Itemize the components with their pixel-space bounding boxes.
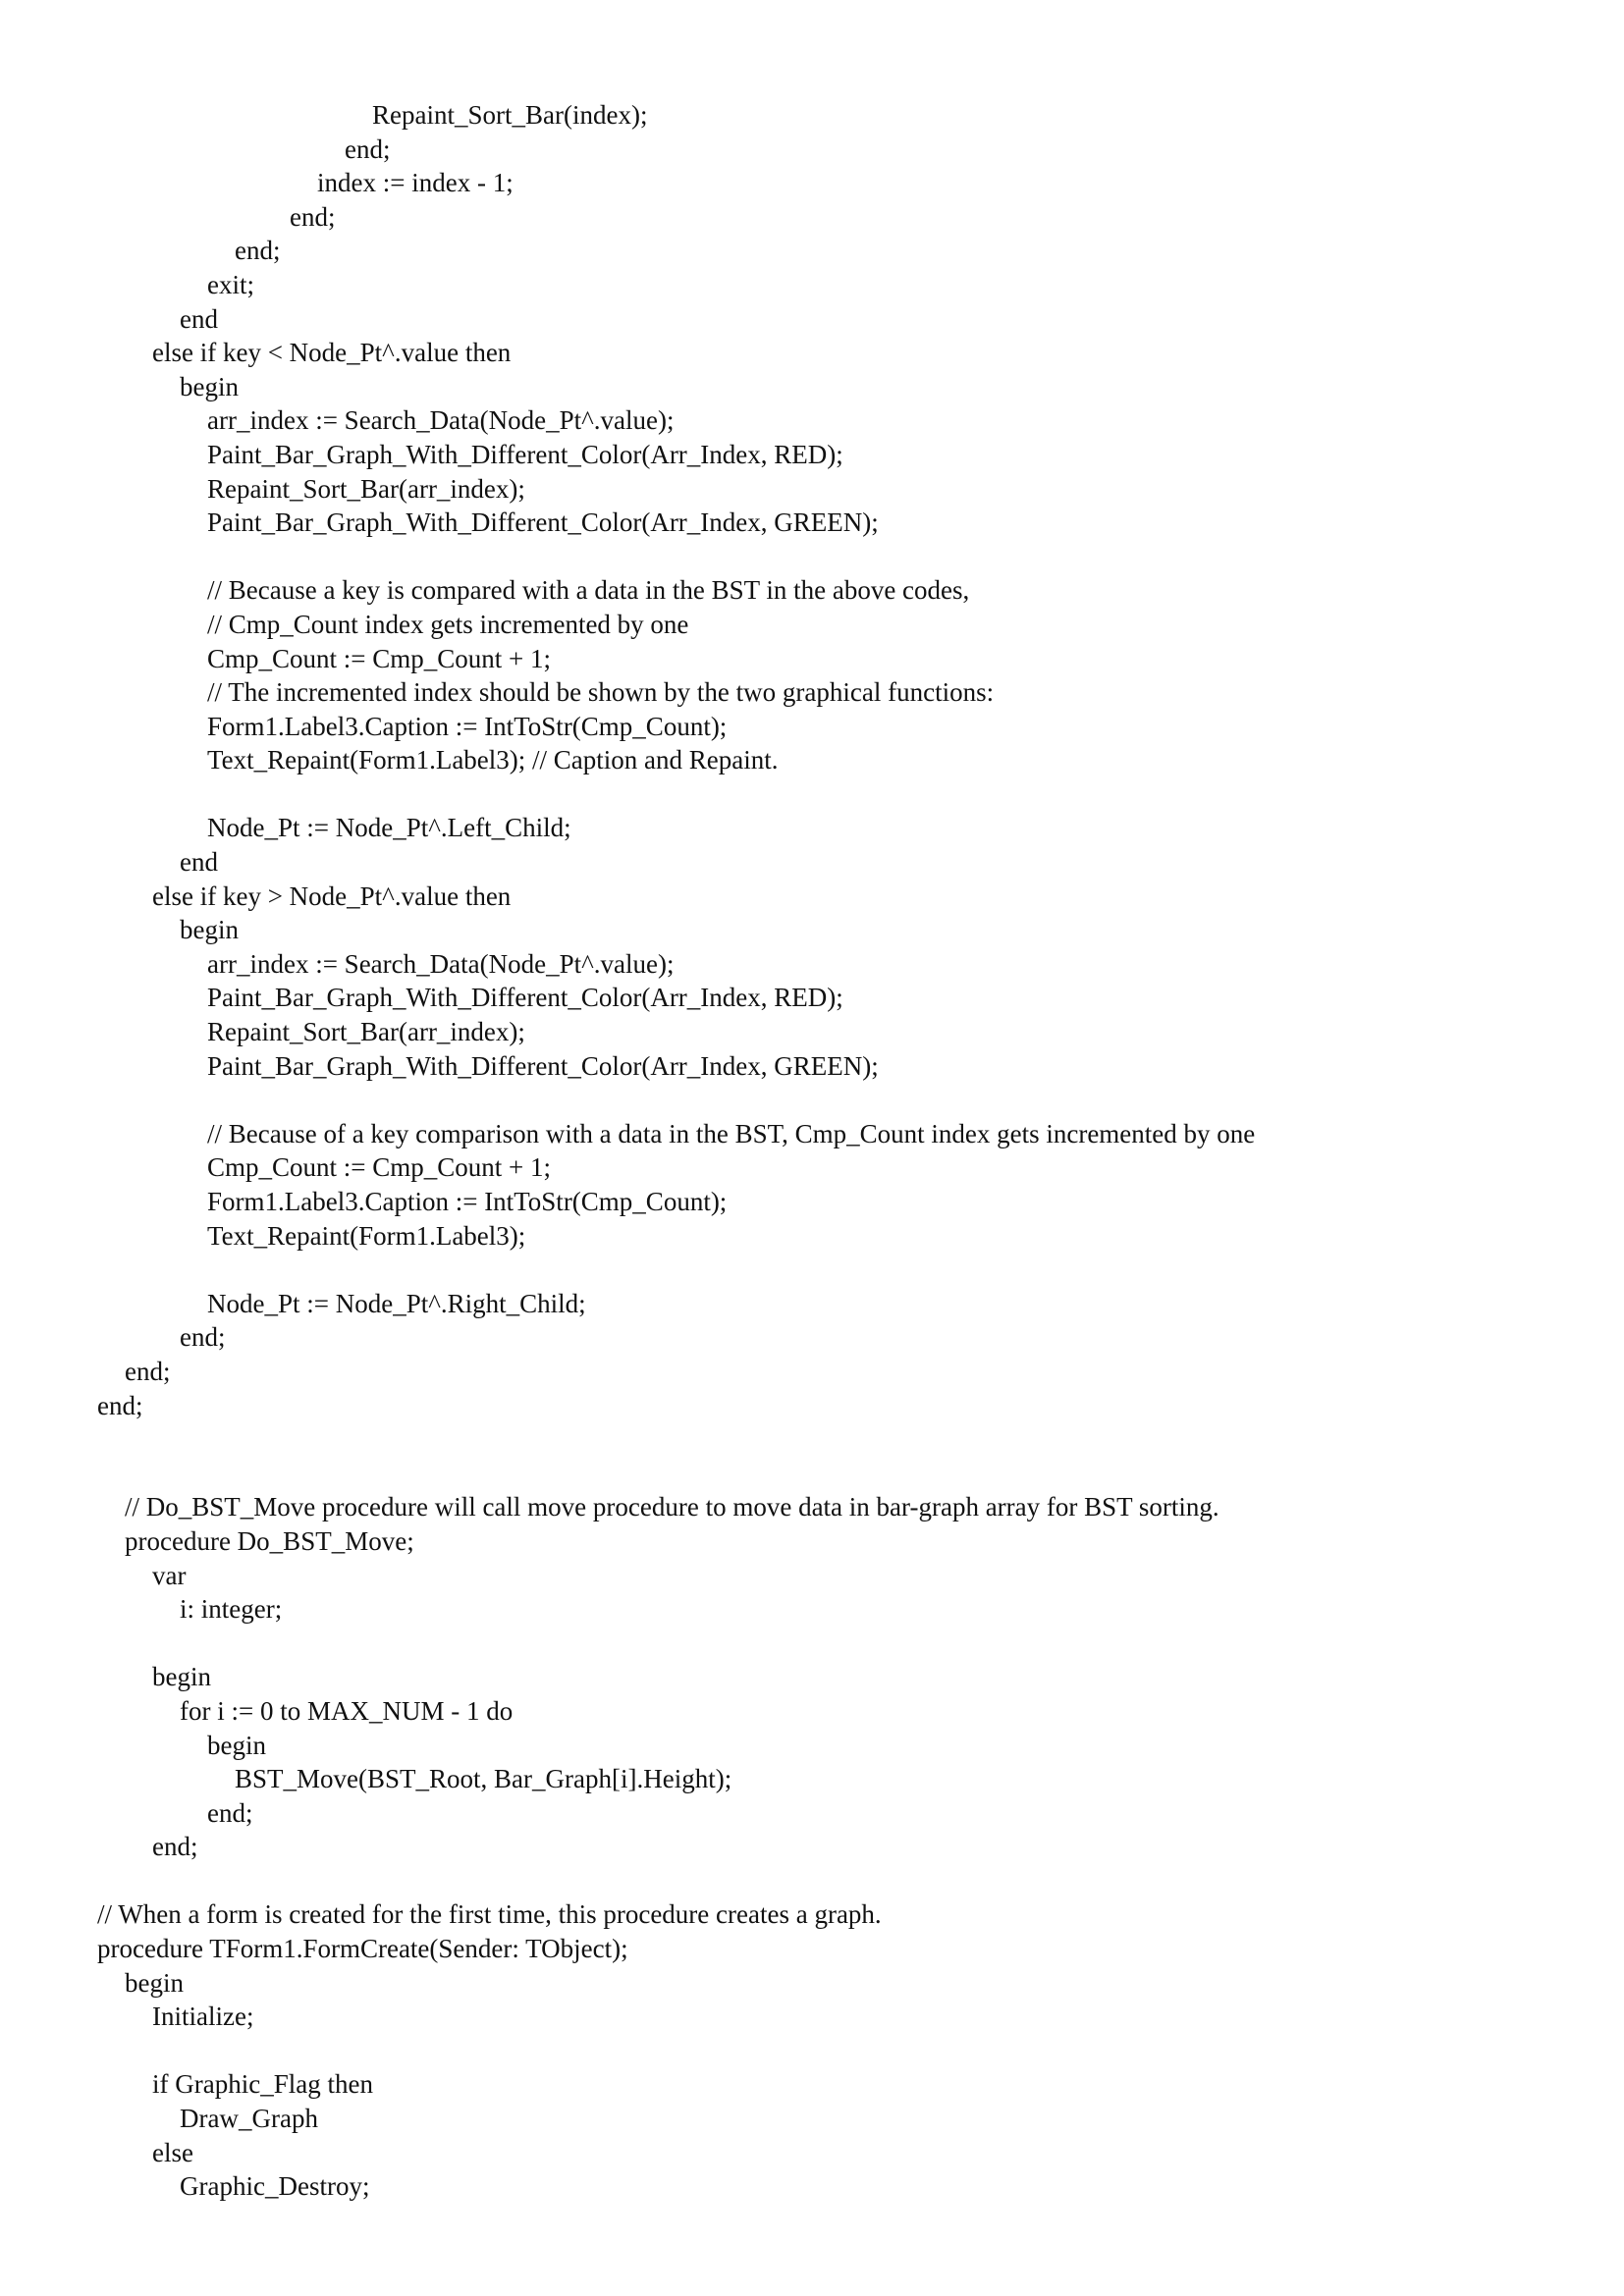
- code-line: Paint_Bar_Graph_With_Different_Color(Arr_Index, RED);: [207, 983, 843, 1013]
- code-line: end: [180, 303, 218, 334]
- code-comment: // When a form is created for the first time, this procedure creates a graph.: [97, 1899, 882, 1930]
- blank-line: [0, 1864, 1624, 1898]
- blank-line: [0, 1083, 1624, 1117]
- code-comment: // Cmp_Count index gets incremented by one: [207, 609, 689, 639]
- code-line: end;: [152, 1832, 198, 1862]
- code-line: arr_index := Search_Data(Node_Pt^.value);: [207, 405, 675, 436]
- code-line: var: [152, 1560, 187, 1590]
- blank-line: [0, 540, 1624, 574]
- code-line: for i := 0 to MAX_NUM - 1 do: [180, 1695, 514, 1726]
- code-line: else if key < Node_Pt^.value then: [152, 338, 512, 368]
- code-line: Repaint_Sort_Bar(arr_index);: [207, 473, 525, 504]
- code-line: Form1.Label3.Caption := IntToStr(Cmp_Count);: [207, 1187, 728, 1216]
- code-line: i: integer;: [180, 1594, 283, 1625]
- code-line: begin: [152, 1662, 211, 1692]
- blank-line: [0, 777, 1624, 812]
- code-line: Paint_Bar_Graph_With_Different_Color(Arr_Index, GREEN);: [207, 1050, 879, 1081]
- code-line: Paint_Bar_Graph_With_Different_Color(Arr_Index, RED);: [207, 439, 843, 469]
- code-line: Node_Pt := Node_Pt^.Right_Child;: [207, 1288, 586, 1318]
- code-line: if Graphic_Flag then: [152, 2069, 373, 2100]
- blank-line: [0, 1422, 1624, 1457]
- code-line: Node_Pt := Node_Pt^.Left_Child;: [207, 813, 571, 843]
- code-line: procedure Do_BST_Move;: [125, 1525, 414, 1556]
- blank-line: [0, 1457, 1624, 1491]
- code-line: Cmp_Count := Cmp_Count + 1;: [207, 1152, 551, 1183]
- code-line: end;: [290, 201, 336, 232]
- blank-line: [0, 2034, 1624, 2068]
- code-line: else if key > Node_Pt^.value then: [152, 881, 512, 911]
- code-line: else: [152, 2137, 193, 2167]
- code-line: index := index - 1;: [317, 168, 514, 198]
- blank-line: [0, 1627, 1624, 1661]
- code-line: begin: [180, 371, 239, 401]
- code-comment: // Because of a key comparison with a data in the BST, Cmp_Count index gets incremented by one: [207, 1118, 1256, 1148]
- code-line: begin: [180, 915, 239, 945]
- code-line: end;: [235, 236, 281, 266]
- code-line: begin: [125, 1967, 184, 1998]
- code-line: Initialize;: [152, 2002, 254, 2032]
- code-line: arr_index := Search_Data(Node_Pt^.value);: [207, 948, 675, 979]
- code-line: Graphic_Destroy;: [180, 2171, 370, 2202]
- blank-line: [0, 1253, 1624, 1287]
- code-line: end;: [345, 133, 391, 164]
- code-line: Form1.Label3.Caption := IntToStr(Cmp_Count);: [207, 711, 728, 741]
- code-line: end;: [180, 1322, 226, 1353]
- code-line: Repaint_Sort_Bar(arr_index);: [207, 1017, 525, 1047]
- code-line: end;: [125, 1356, 171, 1386]
- code-line: end;: [207, 1797, 253, 1828]
- code-comment: // The incremented index should be shown by the two graphical functions:: [207, 677, 995, 708]
- code-comment: // Do_BST_Move procedure will call move procedure to move data in bar-graph array for BST sorting.: [125, 1492, 1219, 1522]
- code-line: begin: [207, 1730, 266, 1760]
- code-line: end;: [97, 1390, 143, 1420]
- code-line: procedure TForm1.FormCreate(Sender: TObject);: [97, 1934, 628, 1964]
- code-line: Text_Repaint(Form1.Label3); // Caption and Repaint.: [207, 745, 779, 775]
- code-listing: [0, 98, 1624, 2204]
- code-comment: // Because a key is compared with a data in the BST in the above codes,: [207, 575, 970, 606]
- code-line: end: [180, 847, 218, 878]
- code-line: Cmp_Count := Cmp_Count + 1;: [207, 643, 551, 673]
- code-line: Repaint_Sort_Bar(index);: [372, 100, 648, 130]
- code-line: exit;: [207, 269, 254, 299]
- code-line: BST_Move(BST_Root, Bar_Graph[i].Height);: [235, 1764, 732, 1794]
- code-line: Paint_Bar_Graph_With_Different_Color(Arr_Index, GREEN);: [207, 507, 879, 538]
- code-line: Text_Repaint(Form1.Label3);: [207, 1220, 526, 1251]
- code-line: Draw_Graph: [180, 2104, 318, 2134]
